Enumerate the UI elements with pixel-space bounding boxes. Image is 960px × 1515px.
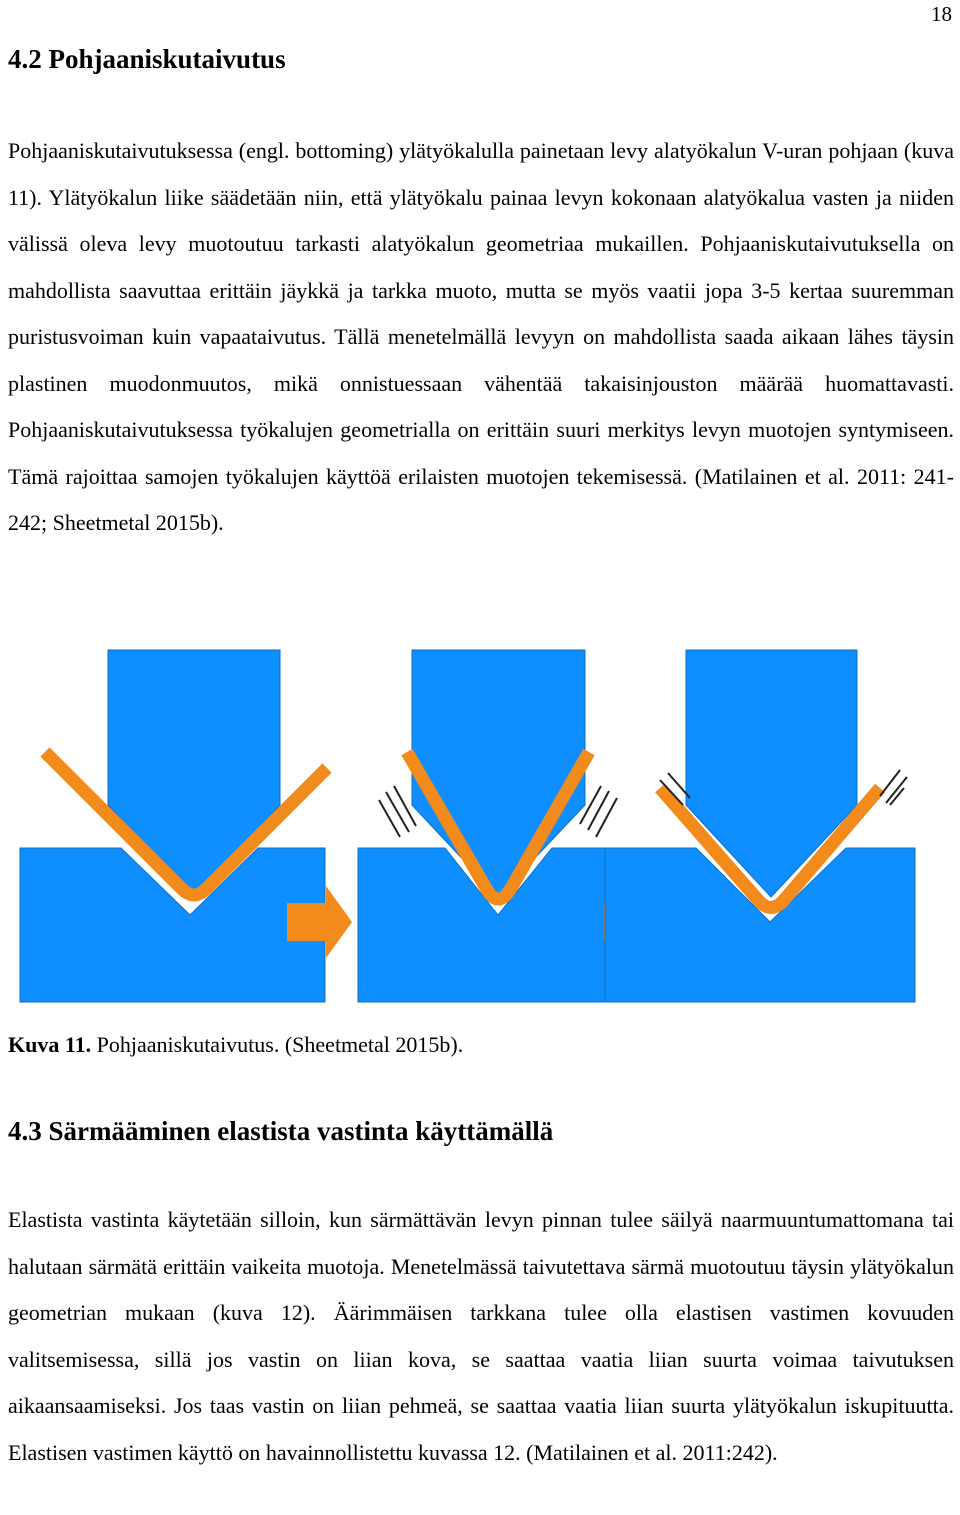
section-4-2-paragraph: Pohjaaniskutaivutuksessa (engl. bottoming) ylätyökalulla painetaan levy alatyökalun V-uran pohjaan (kuva 11). Ylätyökalun liike säädetään niin, että ylätyökalu painaa levyn kokonaan alatyökalua vasten ja niiden välissä oleva levy muotoutuu tarkasti alatyökalun geometriaa mukaillen. Pohjaaniskutaivutuksella on mahdollista saavuttaa erittäin jäykkä ja tarkka muoto, mutta se myös vaatii jopa 3-5 kertaa suuremman puristusvoiman kuin vapaataivutus. Tällä menetelmällä levyyn on mahdollista saada aikaan lähes täysin plastinen muodonmuutos, mikä onnistuessaan vähentää takaisinjouston määrää huomattavasti. Pohjaaniskutaivutuksessa työkalujen geometrialla on erittäin suuri merkitys levyn muotojen syntymiseen. Tämä rajoittaa samojen työkalujen käyttöä erilaisten muotojen tekemisessä. (Matilainen et al. 2011: 241-242; Sheetmetal 2015b). xyxy=(8,138,954,535)
stage-1-tools xyxy=(20,650,327,1002)
section-heading-4-2: 4.2 Pohjaaniskutaivutus xyxy=(8,44,286,74)
caption-text: Pohjaaniskutaivutus. (Sheetmetal 2015b). xyxy=(91,1032,464,1057)
figure-bottoming-illustration xyxy=(0,640,960,1030)
stage-3-punch xyxy=(686,650,857,897)
figure-caption xyxy=(8,1032,463,1058)
section-4-3-paragraph: Elastista vastinta käytetään silloin, kun särmättävän levyn pinnan tulee säilyä naarmuuntumattomana tai halutaan särmätä erittäin vaikeita muotoja. Menetelmässä taivutettava särmä muotoutuu täysin ylätyökalun geometrian mukaan (kuva 12). Äärimmäisen tarkkana tulee olla elastisen vastimen kovuuden valitsemisessa, sillä jos vastin on liian kova, se saattaa vaatia liian suurta voimaa taivutuksen aikaansaamiseksi. Jos taas vastin on liian pehmeä, se saattaa vaatia liian suurta ylätyökalun iskupituutta. Elastisen vastimen käyttö on havainnollistettu kuvassa 12. (Matilainen et al. 2011:242). xyxy=(8,1207,954,1465)
stage-2-tools xyxy=(358,650,638,1002)
page-number: 18 xyxy=(931,2,952,26)
stage-3-tools xyxy=(605,650,915,1002)
caption-label: Kuva 11. xyxy=(8,1032,92,1057)
section-heading-4-3: 4.3 Särmääminen elastista vastinta käyttämällä xyxy=(8,1116,554,1146)
